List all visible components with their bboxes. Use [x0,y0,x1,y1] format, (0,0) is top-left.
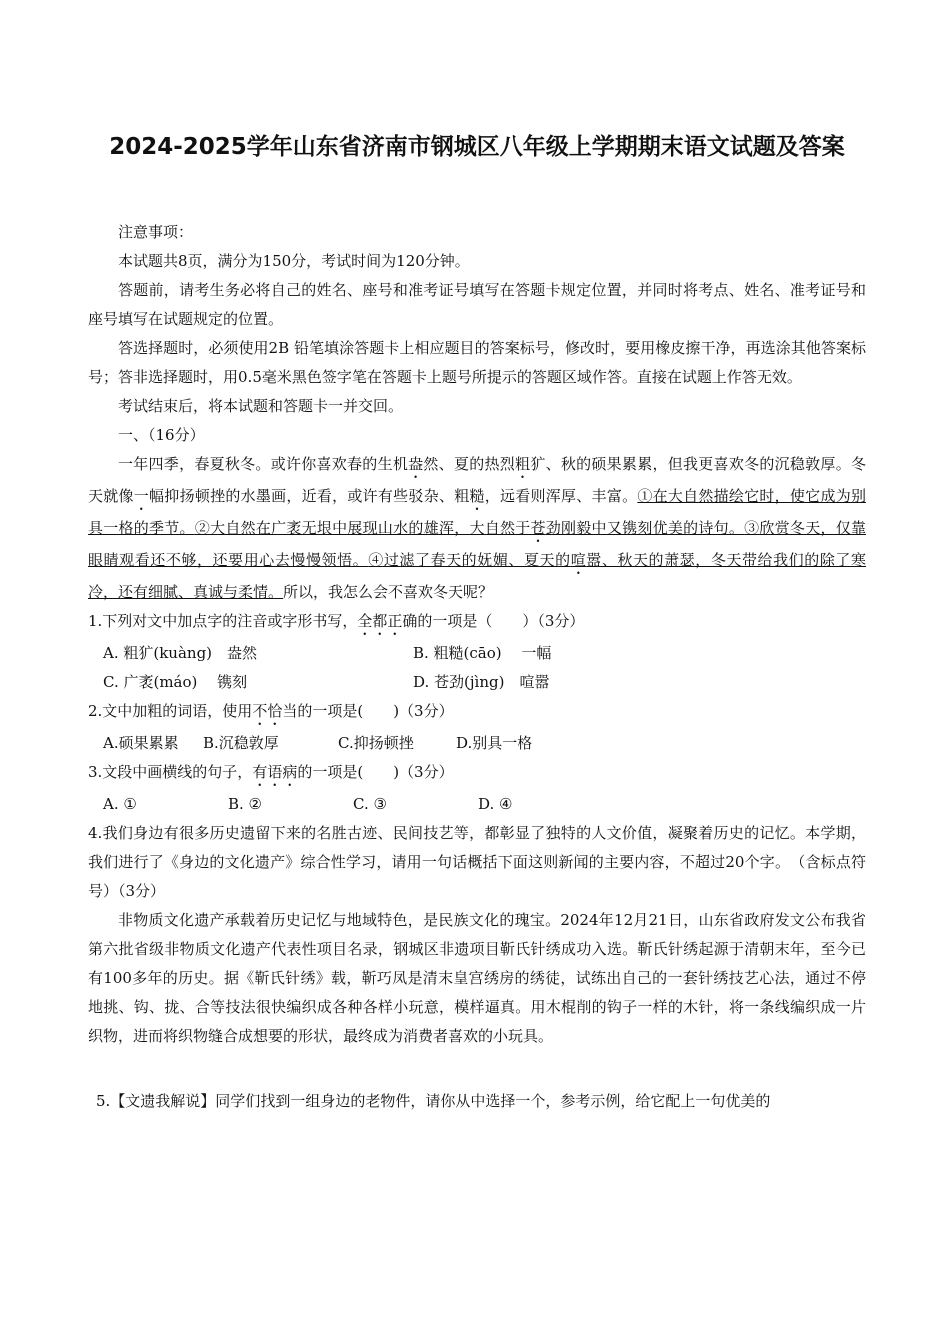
option-c: C.抑扬顿挫 [338,734,414,752]
notice-line: 本试题共8页，满分为150分，考试时间为120分钟。 [118,252,470,270]
question-1-options [88,668,866,697]
question-4: 4.我们身边有很多历史遗留下来的名胜古迹、民间技艺等，都彰显了独特的人文价值，凝聚着历史的记忆。本学期，我们进行了《身边的文化遗产》综合性学习，请用一句话概括下面这则新闻的主要内容，不超过20个字。 （含标点符号）（3分） [88,824,866,900]
underlined-sentence-3: ③欣赏冬天，仅靠眼睛观看还不够，还要用心去慢慢领悟。 [88,519,866,569]
question-2: 2.文中加粗的词语，使用不恰当的一项是( )（3分） [88,702,454,720]
option-c: C. ③ [353,795,387,813]
notice-line: 答选择题时，必须使用2B 铅笔填涂答题卡上相应题目的答案标号，修改时，要用橡皮擦干净，再选涂其他答案标号；答非选择题时，用0.5毫米黑色签字笔在答题卡上题号所提示的答题区域作答。直接在试题上作答无效。 [88,339,866,386]
underlined-sentence-4: ④过滤了春天的妩媚、夏天的 [368,551,571,569]
question-1-options [88,639,866,668]
option-b: B. 粗糙(cāo) 一幅 [413,644,552,662]
question-5: 5.【文遗我解说】同学们找到一组身边的老物件，请你从中选择一个，参考示例，给它配上一句优美的 [96,1092,771,1110]
question-3-options [88,790,866,819]
reading-passage: 一年四季，春夏秋冬。或许你喜欢春的生机盎然、夏的热烈粗犷、秋的硕果累累，但我更喜欢冬的沉稳敦厚。冬天就像一幅抑扬顿挫的水墨画，近看，或许有些驳杂、粗糙，远看则浑厚、丰富。①在大自然描绘它时，使它成为别具一格的季节。②大自然在广袤无垠中展现山水的雄浑，大自然于苍劲刚毅中又镌刻优美的诗句。③欣赏冬天，仅靠眼睛观看还不够，还要用心去慢慢领悟。④过滤了春天的妩媚、夏天的喧嚣、秋天的萧瑟，冬天带给我们的除了寒冷，还有细腻、真诚与柔情。所以，我怎么会不喜欢冬天呢？ [88,455,866,601]
spacer [88,1051,866,1087]
notice-heading: 注意事项： [118,223,194,241]
option-d: D. 苍劲(jìng) 喧嚣 [413,673,550,691]
option-a: A.硕果累累 [103,734,179,752]
question-3: 3.文段中画横线的句子，有语病的一项是( )（3分） [88,763,454,781]
underlined-sentence-1: ①在大自然描绘它时，使它成为别具一格的季节。 [88,487,866,537]
document-body [88,218,866,1116]
section-heading: 一、（16分） [118,426,205,444]
option-d: D. ④ [478,795,513,813]
option-a: A. 粗犷(kuàng) 盎然 [103,644,258,662]
option-a: A. ① [103,795,137,813]
question-2-options [88,729,866,758]
question-1: 1.下列对文中加点字的注音或字形书写，全都正确的一项是（ ）（3分） [88,612,585,630]
option-b: B.沉稳敦厚 [203,734,279,752]
underlined-sentence-2: ②大自然在广袤无垠中展现山水的雄浑，大自然于 [194,519,531,537]
option-c: C. 广袤(máo) 镌刻 [103,673,248,691]
option-b: B. ② [228,795,263,813]
news-passage: 非物质文化遗产承载着历史记忆与地域特色，是民族文化的瑰宝。2024年12月21日，山东省政府发文公布我省第六批省级非物质文化遗产代表性项目名录，钢城区非遗项目靳氏针绣成功入选。靳氏针绣起源于清朝末年，至今已有100多年的历史。据《靳氏针绣》载，靳巧凤是清末皇宫绣房的绣徒，试练出自己的一套针绣技艺心法，通过不停地挑、钩、拢、合等技法很快编织成各种各样小玩意，模样逼真。用木棍削的钩子一样的木针，将一条线编织成一片织物，进而将织物缝合成想要的形状，最终成为消费者喜欢的小玩具。 [88,911,866,1045]
page-title: 2024-2025学年山东省济南市钢城区八年级上学期期末语文试题及答案 [109,134,845,160]
option-d: D.别具一格 [456,734,533,752]
notice-line: 答题前，请考生务必将自己的姓名、座号和准考证号填写在答题卡规定位置，并同时将考点、姓名、准考证号和座号填写在试题规定的位置。 [88,281,866,328]
notice-line: 考试结束后，将本试题和答题卡一并交回。 [118,397,404,415]
